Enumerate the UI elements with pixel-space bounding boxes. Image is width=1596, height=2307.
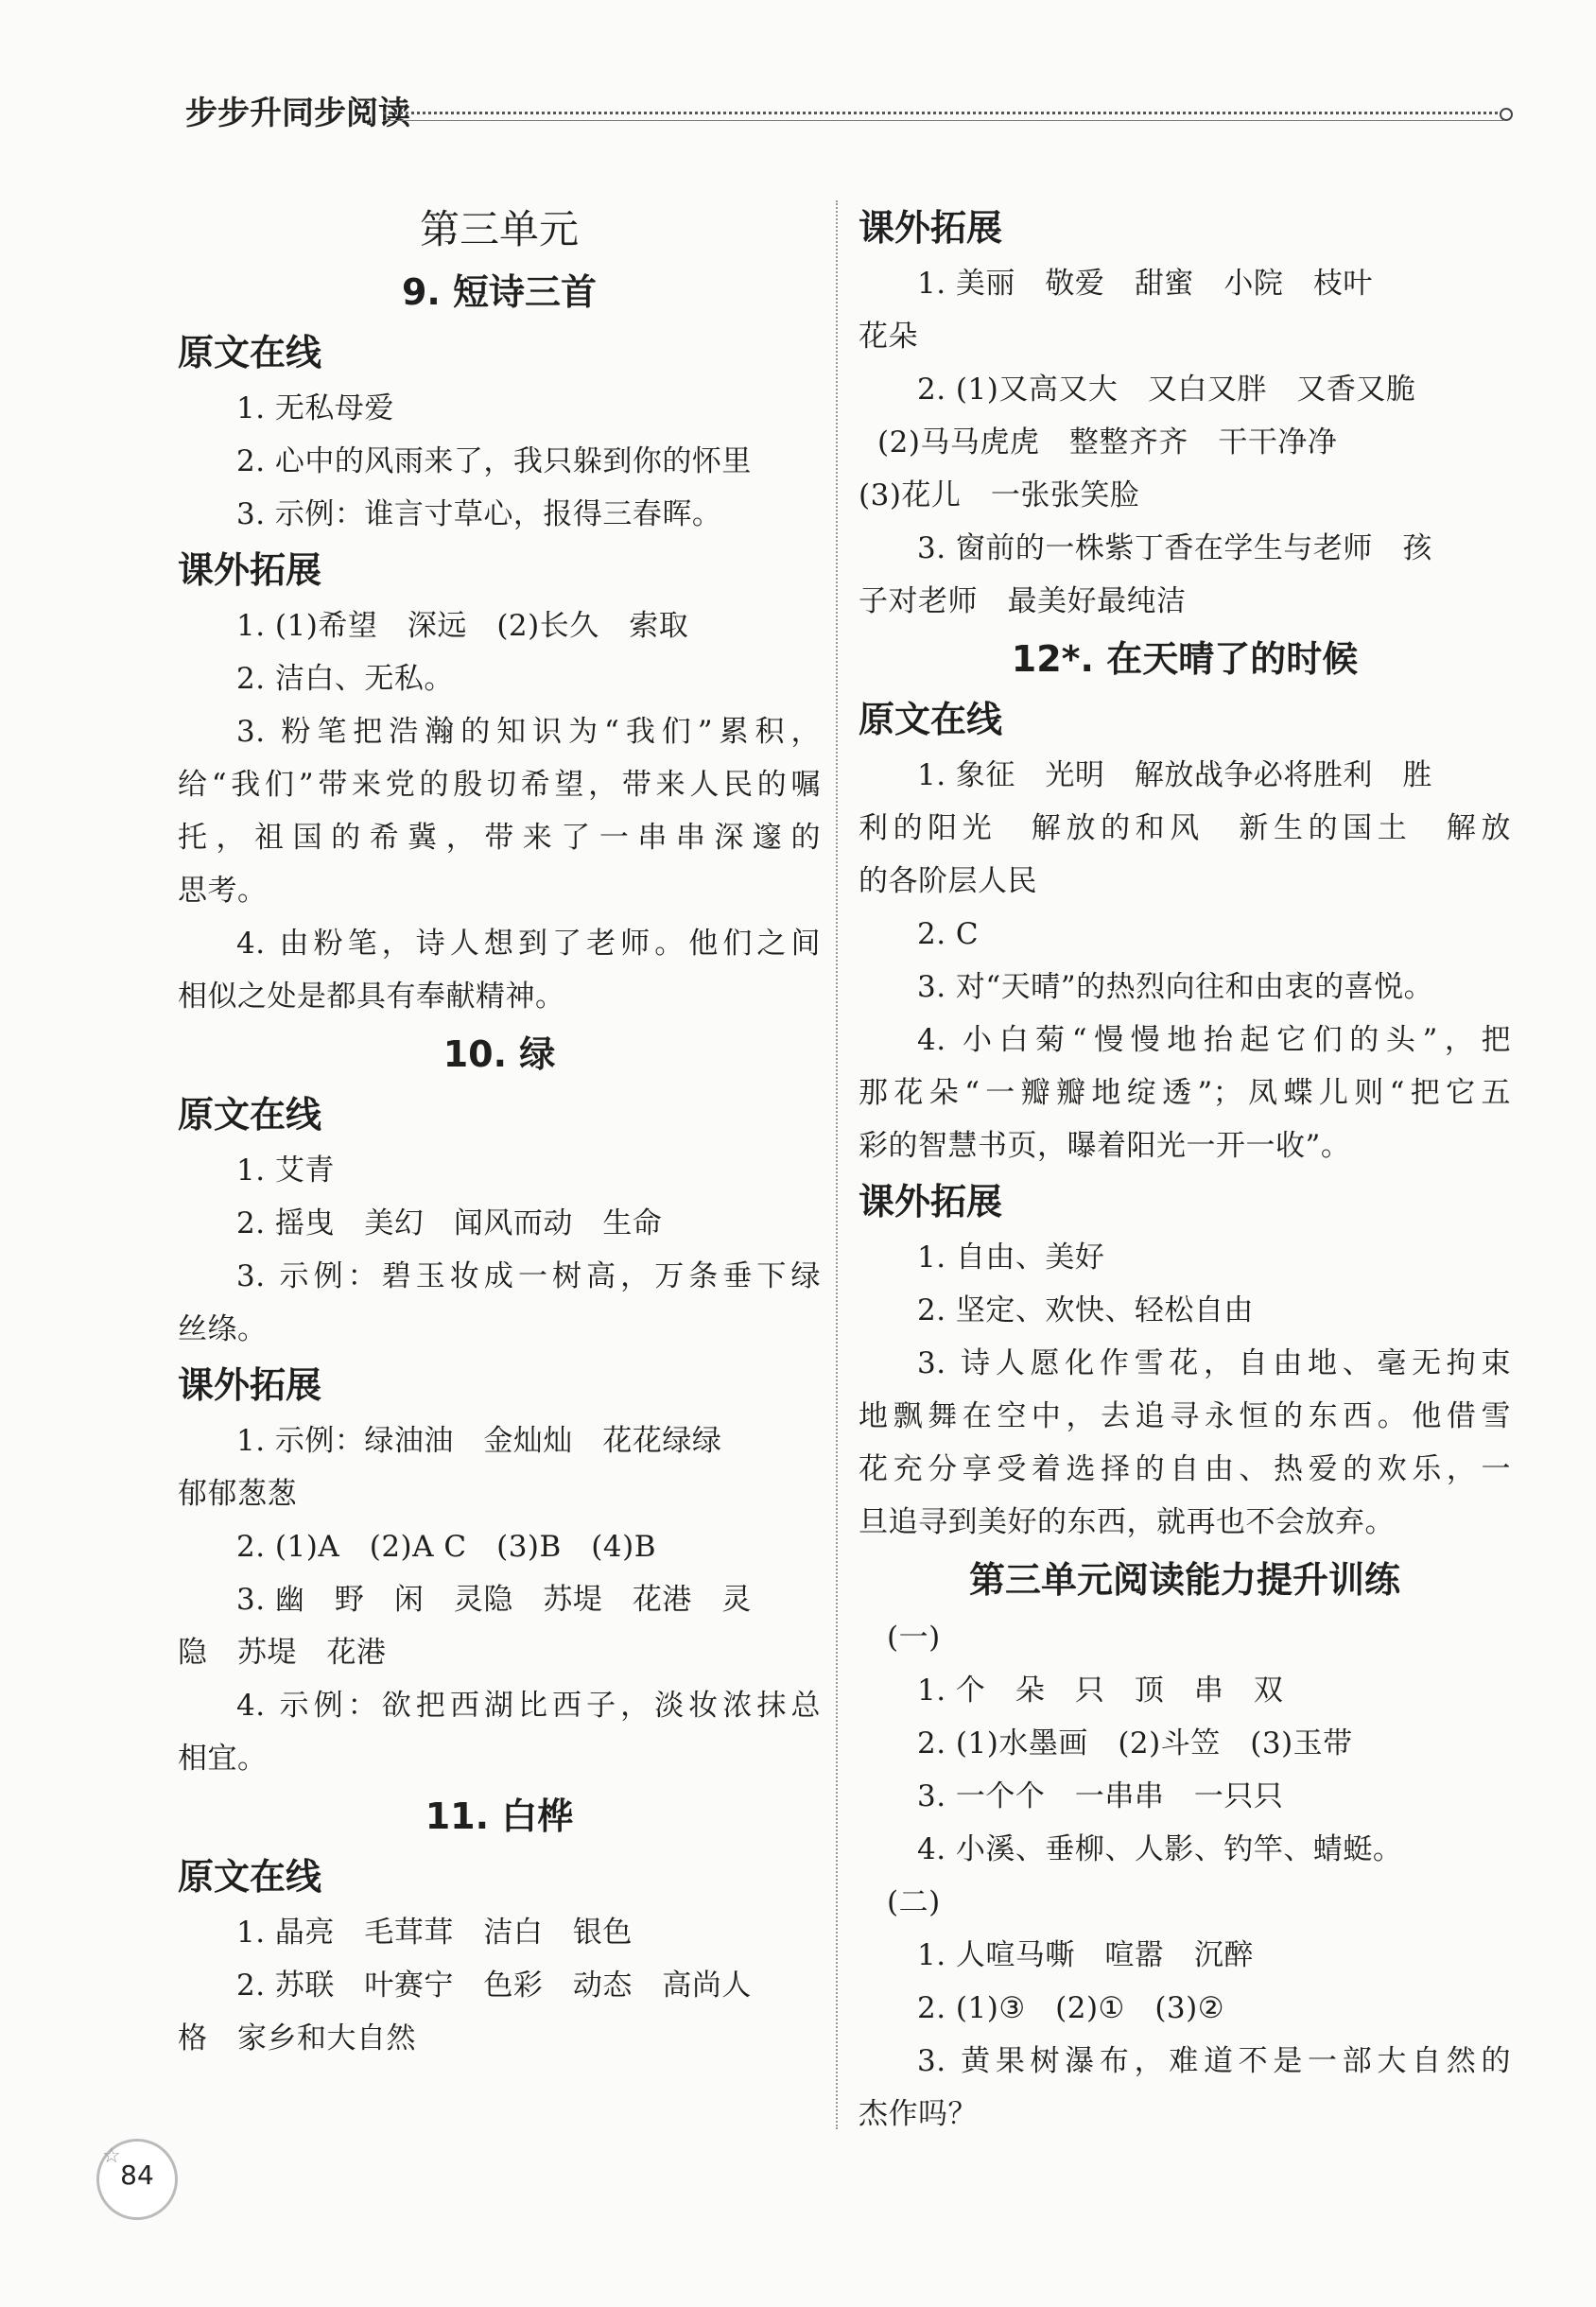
answer-line: 隐 苏堤 花港: [178, 1636, 387, 1670]
section-heading: 原文在线: [859, 699, 1003, 740]
answer-line: 3. 诗人愿化作雪花，自由地、毫无拘束: [917, 1346, 1511, 1380]
answer-line: 地飘舞在空中，去追寻永恒的东西。他借雪: [859, 1399, 1511, 1433]
section-heading: 课外拓展: [859, 207, 1003, 249]
page-number: 84: [120, 2160, 154, 2191]
answer-line: 格 家乡和大自然: [178, 2021, 416, 2055]
answer-line: 3. 黄果树瀑布，难道不是一部大自然的: [917, 2044, 1511, 2078]
answer-line: 3. 对“天晴”的热烈向往和由衷的喜悦。: [917, 970, 1434, 1004]
answer-line: 1. 人喧马嘶 喧嚣 沉醉: [917, 1938, 1254, 1972]
answer-line: 1. 示例：绿油油 金灿灿 花花绿绿: [236, 1424, 722, 1458]
answer-line: 利的阳光 解放的和风 新生的国土 解放: [859, 811, 1511, 845]
answer-line: 花充分享受着选择的自由、热爱的欢乐，一: [859, 1452, 1511, 1486]
answer-line: 4. 由粉笔，诗人想到了老师。他们之间: [236, 927, 821, 961]
lesson-12-title: 12*. 在天晴了的时候: [1011, 638, 1359, 680]
page-number-badge: [96, 2139, 180, 2222]
column-divider: [836, 200, 838, 2129]
answer-line: 1. 象征 光明 解放战争必将胜利 胜: [917, 758, 1432, 792]
right-column: [859, 199, 1511, 2141]
answer-line: 2. (1)③ (2)① (3)②: [917, 1991, 1225, 2025]
answer-line: 3. 幽 野 闲 灵隐 苏堤 花港 灵: [236, 1583, 752, 1617]
answer-line: 的各阶层人民: [859, 864, 1037, 898]
answer-line: 托，祖国的希冀，带来了一串串深邃的: [178, 821, 821, 855]
answer-line: 郁郁葱葱: [178, 1477, 297, 1511]
section-heading: 原文在线: [178, 332, 322, 373]
section-heading: 原文在线: [178, 1856, 322, 1898]
section-heading: 课外拓展: [859, 1181, 1003, 1223]
answer-line: 彩的智慧书页，曝着阳光一开一收”。: [859, 1129, 1351, 1163]
answer-line: 思考。: [178, 874, 268, 908]
left-column: [178, 199, 821, 2065]
answer-line: 3. 示例：碧玉妆成一树高，万条垂下绿: [236, 1259, 821, 1293]
answer-line: 2. (1)水墨画 (2)斗笠 (3)玉带: [917, 1726, 1353, 1761]
star-icon: ☆: [102, 2144, 121, 2168]
answer-line: 3. 窗前的一株紫丁香在学生与老师 孩: [917, 531, 1432, 565]
answer-line: 1. 美丽 敬爱 甜蜜 小院 枝叶: [917, 267, 1373, 301]
answer-line: 2. C: [917, 917, 980, 951]
section-heading: 课外拓展: [178, 1364, 322, 1406]
answer-line: 3. 粉笔把浩瀚的知识为“我们”累积，: [236, 715, 821, 749]
answer-line: (3)花儿 一张张笑脸: [859, 478, 1140, 512]
answer-line: 2. (1)A (2)A C (3)B (4)B: [236, 1530, 656, 1564]
answer-line: 4. 小白菊“慢慢地抬起它们的头”，把: [917, 1023, 1511, 1057]
answer-line: 那花朵“一瓣瓣地绽透”；凤蝶儿则“把它五: [859, 1076, 1511, 1110]
training-title: 第三单元阅读能力提升训练: [968, 1559, 1400, 1601]
answer-line: 2. 坚定、欢快、轻松自由: [917, 1293, 1254, 1327]
answer-line: 4. 示例：欲把西湖比西子，淡妆浓抹总: [236, 1689, 821, 1723]
header-rule-end-dot: [1500, 108, 1513, 121]
answer-line: 1. 自由、美好: [917, 1240, 1105, 1275]
unit-title: 第三单元: [419, 206, 579, 252]
section-heading: 原文在线: [178, 1094, 322, 1136]
lesson-9-title: 9. 短诗三首: [401, 271, 598, 313]
answer-line: 3. 一个个 一串串 一只只: [917, 1779, 1284, 1813]
answer-line: 子对老师 最美好最纯洁: [859, 584, 1187, 618]
lesson-11-title: 11. 白桦: [425, 1795, 574, 1837]
answer-line: 杰作吗？: [859, 2097, 978, 2131]
answer-line: 2. 摇曳 美幻 闻风而动 生命: [236, 1206, 663, 1240]
series-title: 步步升同步阅读: [185, 95, 410, 132]
part-label: (一): [887, 1621, 941, 1655]
answer-line: 相似之处是都具有奉献精神。: [178, 980, 565, 1014]
header-rule: [383, 112, 1503, 121]
answer-line: 2. 心中的风雨来了，我只躲到你的怀里: [236, 444, 752, 478]
answer-line: 旦追寻到美好的东西，就再也不会放弃。: [859, 1505, 1395, 1539]
part-label: (二): [887, 1885, 941, 1919]
lesson-10-title: 10. 绿: [442, 1033, 556, 1075]
answer-line: 1. (1)希望 深远 (2)长久 索取: [236, 609, 689, 643]
answer-line: 花朵: [859, 320, 918, 354]
page-header: [0, 0, 1596, 189]
answer-line: 3. 示例：谁言寸草心，报得三春晖。: [236, 497, 722, 531]
answer-line: 2. 苏联 叶赛宁 色彩 动态 高尚人: [236, 1969, 752, 2003]
answer-line: 1. 个 朵 只 顶 串 双: [917, 1674, 1284, 1708]
answer-line: 相宜。: [178, 1742, 268, 1776]
answer-line: 丝绦。: [178, 1312, 268, 1346]
answer-line: 4. 小溪、垂柳、人影、钓竿、蜻蜓。: [917, 1832, 1403, 1866]
answer-line: 1. 艾青: [236, 1154, 335, 1188]
answer-line: 给“我们”带来党的殷切希望，带来人民的嘱: [178, 768, 821, 802]
section-heading: 课外拓展: [178, 549, 322, 591]
answer-line: 1. 无私母爱: [236, 391, 394, 425]
answer-line: 2. 洁白、无私。: [236, 662, 454, 696]
answer-line: (2)马马虎虎 整整齐齐 干干净净: [877, 425, 1338, 460]
answer-line: 2. (1)又高又大 又白又胖 又香又脆: [917, 373, 1416, 407]
answer-line: 1. 晶亮 毛茸茸 洁白 银色: [236, 1916, 633, 1950]
